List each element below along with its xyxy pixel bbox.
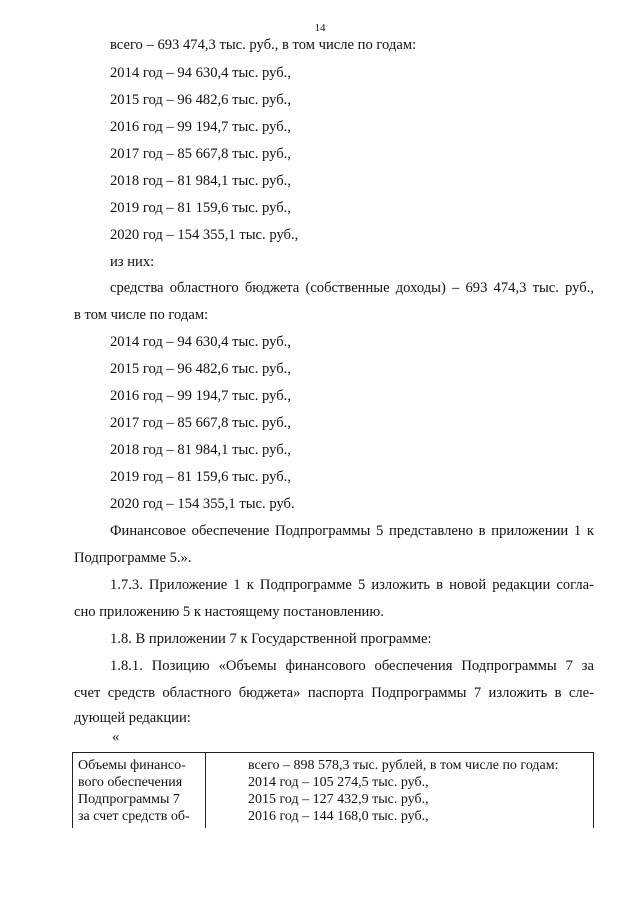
totals-year-2015: 2015 год – 96 482,6 тыс. руб., [110, 92, 291, 108]
table-right-cell-line4: 2016 год – 144 168,0 тыс. руб., [248, 809, 429, 824]
totals-year-2020: 2020 год – 154 355,1 тыс. руб., [110, 227, 299, 243]
totals-intro: всего – 693 474,3 тыс. руб., в том числе по годам: [110, 37, 417, 53]
table-right-cell-line1: всего – 898 578,3 тыс. рублей, в том числе по годам: [248, 758, 559, 773]
totals-year-2018: 2018 год – 81 984,1 тыс. руб., [110, 173, 291, 189]
regional-year-2018: 2018 год – 81 984,1 тыс. руб., [110, 442, 291, 458]
regional-year-2017: 2017 год – 85 667,8 тыс. руб., [110, 415, 291, 431]
regional-budget-line2: в том числе по годам: [74, 307, 209, 323]
table-column-divider [205, 752, 206, 828]
regional-budget-line1: средства областного бюджета (собственные доходы) – 693 474,3 тыс. руб., [110, 280, 594, 296]
table-right-cell-line2: 2014 год – 105 274,5 тыс. руб., [248, 775, 429, 790]
paragraph-1-8: 1.8. В приложении 7 к Государственной программе: [110, 631, 432, 647]
totals-year-2017: 2017 год – 85 667,8 тыс. руб., [110, 146, 291, 162]
paragraph-1-7-3-line2: сно приложению 5 к настоящему постановлению. [74, 604, 384, 620]
of-which-label: из них: [110, 254, 155, 270]
open-quote-mark: « [112, 729, 120, 745]
financing-paragraph-line1: Финансовое обеспечение Подпрограммы 5 представлено в приложении 1 к [110, 523, 594, 539]
totals-year-2019: 2019 год – 81 159,6 тыс. руб., [110, 200, 291, 216]
table-left-cell-line1: Объемы финансо- [78, 758, 186, 773]
table-left-cell-line3: Подпрограммы 7 [78, 792, 180, 807]
paragraph-1-8-1-line3: дующей редакции: [74, 710, 191, 726]
regional-year-2019: 2019 год – 81 159,6 тыс. руб., [110, 469, 291, 485]
totals-year-2016: 2016 год – 99 194,7 тыс. руб., [110, 119, 291, 135]
table-left-cell-line2: вого обеспечения [78, 775, 183, 790]
paragraph-1-7-3-line1: 1.7.3. Приложение 1 к Подпрограмме 5 изложить в новой редакции согла- [110, 577, 594, 593]
table-right-cell-line3: 2015 год – 127 432,9 тыс. руб., [248, 792, 429, 807]
paragraph-1-8-1-line2: счет средств областного бюджета» паспорта Подпрограммы 7 изложить в сле- [74, 685, 594, 701]
paragraph-1-8-1-line1: 1.8.1. Позицию «Объемы финансового обеспечения Подпрограммы 7 за [110, 658, 594, 674]
totals-year-2014: 2014 год – 94 630,4 тыс. руб., [110, 65, 291, 81]
regional-year-2015: 2015 год – 96 482,6 тыс. руб., [110, 361, 291, 377]
regional-year-2016: 2016 год – 99 194,7 тыс. руб., [110, 388, 291, 404]
financing-paragraph-line2: Подпрограмме 5.». [74, 550, 192, 566]
regional-year-2020: 2020 год – 154 355,1 тыс. руб. [110, 496, 295, 512]
table-left-cell-line4: за счет средств об- [78, 809, 190, 824]
page-number: 14 [314, 22, 326, 34]
regional-year-2014: 2014 год – 94 630,4 тыс. руб., [110, 334, 291, 350]
